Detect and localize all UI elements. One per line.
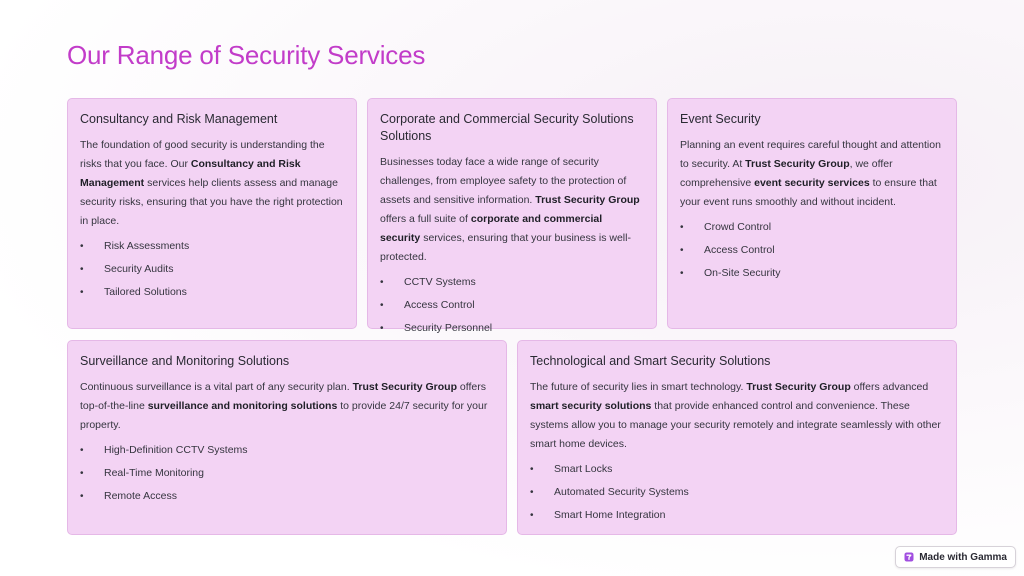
body-text: offers advanced bbox=[850, 381, 929, 393]
service-card-surveillance bbox=[67, 340, 507, 535]
made-with-gamma-badge[interactable] bbox=[895, 546, 1016, 568]
card-title: Consultancy and Risk Management bbox=[80, 112, 278, 126]
body-text: offers a full suite of bbox=[380, 213, 471, 225]
emphasis-text: Trust Security Group bbox=[535, 194, 640, 206]
list-item bbox=[380, 271, 644, 294]
card-description bbox=[530, 378, 944, 454]
bullet-icon: • bbox=[80, 468, 84, 479]
body-text: that provide enhanced control and convenience. These systems allow you to manage your security remotely and integrate seamlessly with other smart home devices. bbox=[530, 400, 941, 450]
card-description bbox=[80, 136, 344, 231]
list-item-label: CCTV Systems bbox=[404, 276, 476, 288]
bullet-icon: • bbox=[80, 241, 84, 252]
bullet-icon: • bbox=[80, 264, 84, 275]
card-description bbox=[380, 153, 644, 267]
page-title: Our Range of Security Services bbox=[67, 40, 426, 70]
list-item bbox=[680, 239, 944, 262]
service-card-consultancy bbox=[67, 98, 357, 329]
list-item bbox=[80, 439, 494, 462]
body-text: services help clients assess and manage security risks, ensuring that you have the right protection in place. bbox=[80, 177, 343, 227]
list-item-label: Smart Locks bbox=[554, 463, 613, 475]
list-item-label: On-Site Security bbox=[704, 267, 781, 279]
emphasis-text: Trust Security Group bbox=[352, 381, 457, 393]
bullet-icon: • bbox=[80, 287, 84, 298]
list-item bbox=[80, 235, 344, 258]
body-text: , we offer comprehensive bbox=[680, 158, 893, 189]
bullet-icon: • bbox=[80, 445, 84, 456]
list-item bbox=[380, 317, 644, 340]
list-item bbox=[530, 504, 944, 527]
list-item-label: Security Audits bbox=[104, 263, 174, 275]
list-item bbox=[380, 294, 644, 317]
list-item-label: Automated Security Systems bbox=[554, 486, 689, 498]
body-text: Continuous surveillance is a vital part of any security plan. bbox=[80, 381, 353, 393]
service-card-event bbox=[667, 98, 957, 329]
list-item bbox=[530, 458, 944, 481]
list-item-label: Access Control bbox=[404, 299, 475, 311]
card-description bbox=[680, 136, 944, 212]
bullet-icon: • bbox=[380, 323, 384, 334]
list-item bbox=[80, 485, 494, 508]
emphasis-text: surveillance and monitoring solutions bbox=[147, 400, 338, 412]
bullet-icon: • bbox=[380, 300, 384, 311]
list-item bbox=[80, 462, 494, 485]
card-bullet-list bbox=[680, 216, 944, 285]
list-item-label: High-Definition CCTV Systems bbox=[104, 444, 248, 456]
list-item bbox=[530, 481, 944, 504]
bullet-icon: • bbox=[380, 277, 384, 288]
service-card-corporate bbox=[367, 98, 657, 334]
bullet-icon: • bbox=[80, 491, 84, 502]
list-item-label: Remote Access bbox=[104, 490, 177, 502]
body-text: to ensure that your event runs smoothly and without incident. bbox=[680, 177, 937, 208]
card-bullet-list bbox=[380, 271, 644, 340]
list-item-label: Smart Home Integration bbox=[554, 509, 666, 521]
body-text: Businesses today face a wide range of security challenges, from employee safety to the protection of assets and sensitive information. bbox=[380, 156, 627, 206]
list-item-label: Access Control bbox=[704, 244, 775, 256]
card-title: Corporate and Commercial Security Solutions Solutions bbox=[380, 112, 634, 143]
list-item-label: Real-Time Monitoring bbox=[104, 467, 204, 479]
list-item-label: Crowd Control bbox=[704, 221, 772, 233]
list-item-label: Security Personnel bbox=[404, 322, 493, 334]
list-item bbox=[680, 216, 944, 239]
bullet-icon: • bbox=[530, 487, 534, 498]
emphasis-text: Trust Security Group bbox=[745, 158, 850, 170]
bullet-icon: • bbox=[680, 268, 684, 279]
emphasis-text: Trust Security Group bbox=[746, 381, 851, 393]
list-item bbox=[680, 262, 944, 285]
body-text: to provide 24/7 security for your property. bbox=[80, 400, 488, 431]
list-item bbox=[80, 281, 344, 304]
badge-label: Made with Gamma bbox=[919, 551, 1007, 563]
body-text: services, ensuring that your business is well-protected. bbox=[380, 232, 631, 263]
bullet-icon: • bbox=[530, 464, 534, 475]
emphasis-text: Consultancy and Risk Management bbox=[80, 158, 301, 189]
card-bullet-list bbox=[530, 458, 944, 527]
emphasis-text: corporate and commercial security bbox=[380, 213, 603, 244]
card-bullet-list bbox=[80, 439, 494, 508]
card-title: Event Security bbox=[680, 112, 761, 126]
list-item bbox=[80, 258, 344, 281]
body-text: The foundation of good security is understanding the risks that you face. Our bbox=[80, 139, 325, 170]
bullet-icon: • bbox=[680, 222, 684, 233]
card-title: Surveillance and Monitoring Solutions bbox=[80, 354, 290, 368]
body-text: offers top-of-the-line bbox=[80, 381, 486, 412]
card-title: Technological and Smart Security Solutions bbox=[530, 354, 771, 368]
card-description bbox=[80, 378, 494, 435]
emphasis-text: event security services bbox=[754, 177, 870, 189]
bullet-icon: • bbox=[680, 245, 684, 256]
gamma-logo-icon bbox=[904, 552, 914, 562]
service-card-smart-tech bbox=[517, 340, 957, 535]
body-text: The future of security lies in smart technology. bbox=[530, 381, 747, 393]
list-item-label: Risk Assessments bbox=[104, 240, 190, 252]
body-text: Planning an event requires careful thought and attention to security. At bbox=[680, 139, 941, 170]
bullet-icon: • bbox=[530, 510, 534, 521]
list-item-label: Tailored Solutions bbox=[104, 286, 187, 298]
emphasis-text: smart security solutions bbox=[530, 400, 652, 412]
card-bullet-list bbox=[80, 235, 344, 304]
